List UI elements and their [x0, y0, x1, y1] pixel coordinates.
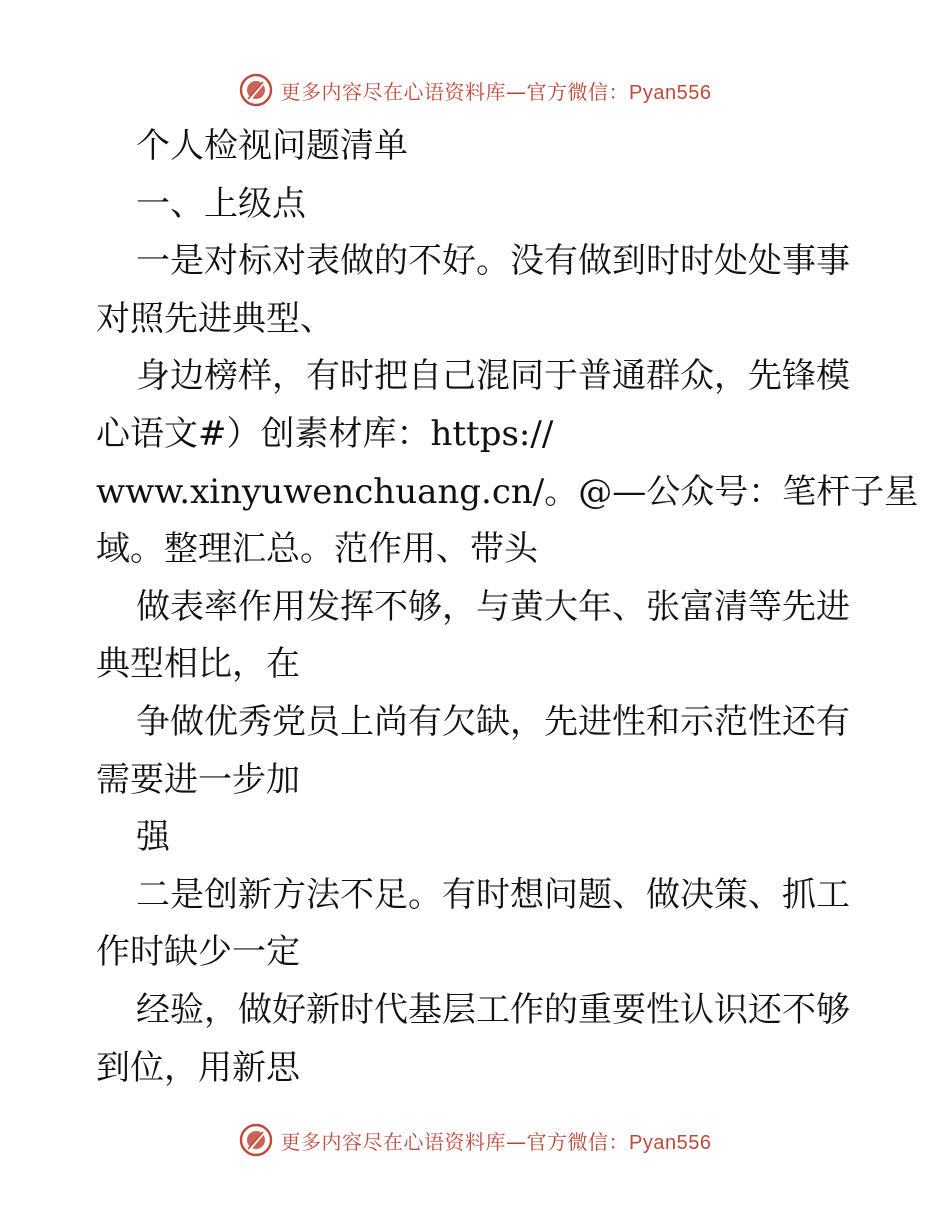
text-line: 争做优秀党员上尚有欠缺，先进性和示范性还有 — [136, 701, 850, 742]
text-line: 身边榜样，有时把自己混同于普通群众，先锋模 — [136, 356, 850, 397]
text-line: 一、上级点 — [136, 183, 306, 224]
text-line: 典型相比，在 — [96, 644, 300, 685]
watermark-account: Pyan556 — [629, 81, 712, 104]
watermark-brand: 更多内容尽在心语资料库 — [280, 79, 507, 104]
text-line: 二是创新方法不足。有时想问题、做决策、抓工 — [136, 874, 850, 915]
quill-logo-icon — [239, 73, 273, 107]
watermark-account: Pyan556 — [629, 1131, 712, 1154]
document-body — [96, 118, 919, 1097]
watermark-brand: 更多内容尽在心语资料库 — [280, 1129, 507, 1154]
text-line: 经验，做好新时代基层工作的重要性认识还不够 — [136, 989, 850, 1030]
text-line: 作时缺少一定 — [96, 932, 300, 973]
watermark-dash: — — [506, 1129, 527, 1154]
footer-watermark — [0, 1120, 950, 1160]
text-line: 到位，用新思 — [96, 1047, 300, 1088]
watermark-official: 官方微信： — [526, 1129, 630, 1154]
header-watermark — [0, 70, 950, 110]
text-line: 心语文#）创素材库：https:// — [96, 413, 554, 454]
text-line: 做表率作用发挥不够，与黄大年、张富清等先进 — [136, 586, 850, 627]
quill-logo-icon — [239, 1123, 273, 1157]
document-title: 个人检视问题清单 — [136, 126, 408, 166]
text-line: 强 — [136, 817, 170, 858]
watermark-official: 官方微信： — [526, 79, 630, 104]
text-line: 域。整理汇总。范作用、带头 — [96, 529, 538, 570]
text-line: 一是对标对表做的不好。没有做到时时处处事事 — [136, 241, 850, 282]
text-line: 对照先进典型、 — [96, 298, 334, 339]
text-line: www.xinyuwenchuang.cn/。@—公众号：笔杆子星 — [96, 471, 919, 512]
text-line: 需要进一步加 — [96, 759, 300, 800]
watermark-dash: — — [506, 79, 527, 104]
